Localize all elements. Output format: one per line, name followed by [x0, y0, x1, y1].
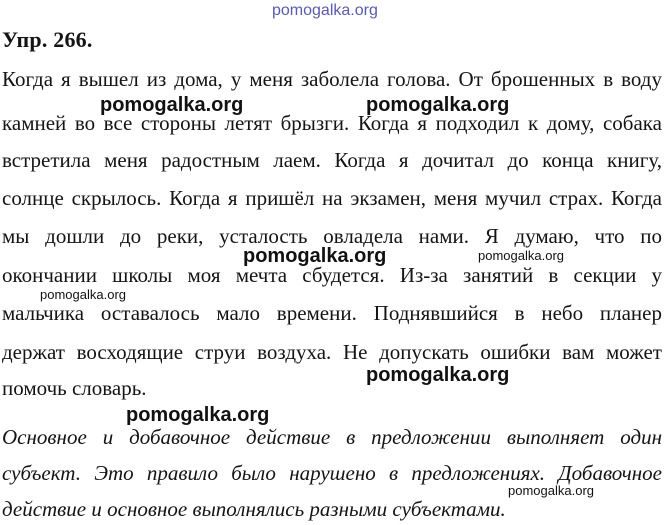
body-line-7: мальчика оставалось мало времени. Поднявшийся в небо планер: [2, 301, 662, 325]
watermark-4: pomogalka.org: [478, 248, 564, 263]
watermark-8: pomogalka.org: [508, 483, 594, 498]
watermark-top: pomogalka.org: [272, 2, 378, 19]
watermark-7: pomogalka.org: [126, 404, 270, 426]
body-line-6: окончании школы моя мечта сбудется. Из-за занятий в секции у: [2, 263, 662, 287]
body-line-3: встретила меня радостным лаем. Когда я дочитал до конца книгу,: [2, 148, 662, 172]
watermark-5: pomogalka.org: [40, 287, 126, 302]
rule-line-2: субъект. Это правило было нарушено в предложениях. Добавочное: [2, 461, 662, 485]
body-line-9: помочь словарь.: [2, 376, 147, 400]
exercise-title: Упр. 266.: [2, 27, 93, 52]
rule-line-1: Основное и добавочное действие в предложении выполняет один: [2, 425, 662, 449]
watermark-3: pomogalka.org: [243, 245, 387, 267]
watermark-6: pomogalka.org: [366, 364, 510, 386]
watermark-2: pomogalka.org: [366, 94, 510, 116]
body-line-8: держат восходящие струи воздуха. Не допускать ошибки вам может: [2, 340, 662, 364]
body-line-4: солнце скрылось. Когда я пришёл на экзамен, меня мучил страх. Когда: [2, 186, 662, 210]
rule-line-3: действие и основное выполнялись разными субъектами.: [2, 497, 506, 521]
body-line-1: Когда я вышел из дома, у меня заболела голова. От брошенных в воду: [2, 67, 662, 91]
body-line-5: мы дошли до реки, усталость овладела нами. Я думаю, что по: [2, 224, 662, 248]
watermark-1: pomogalka.org: [100, 94, 244, 116]
body-line-2: камней во все стороны летят брызги. Когда я подходил к дому, собака: [2, 111, 662, 135]
